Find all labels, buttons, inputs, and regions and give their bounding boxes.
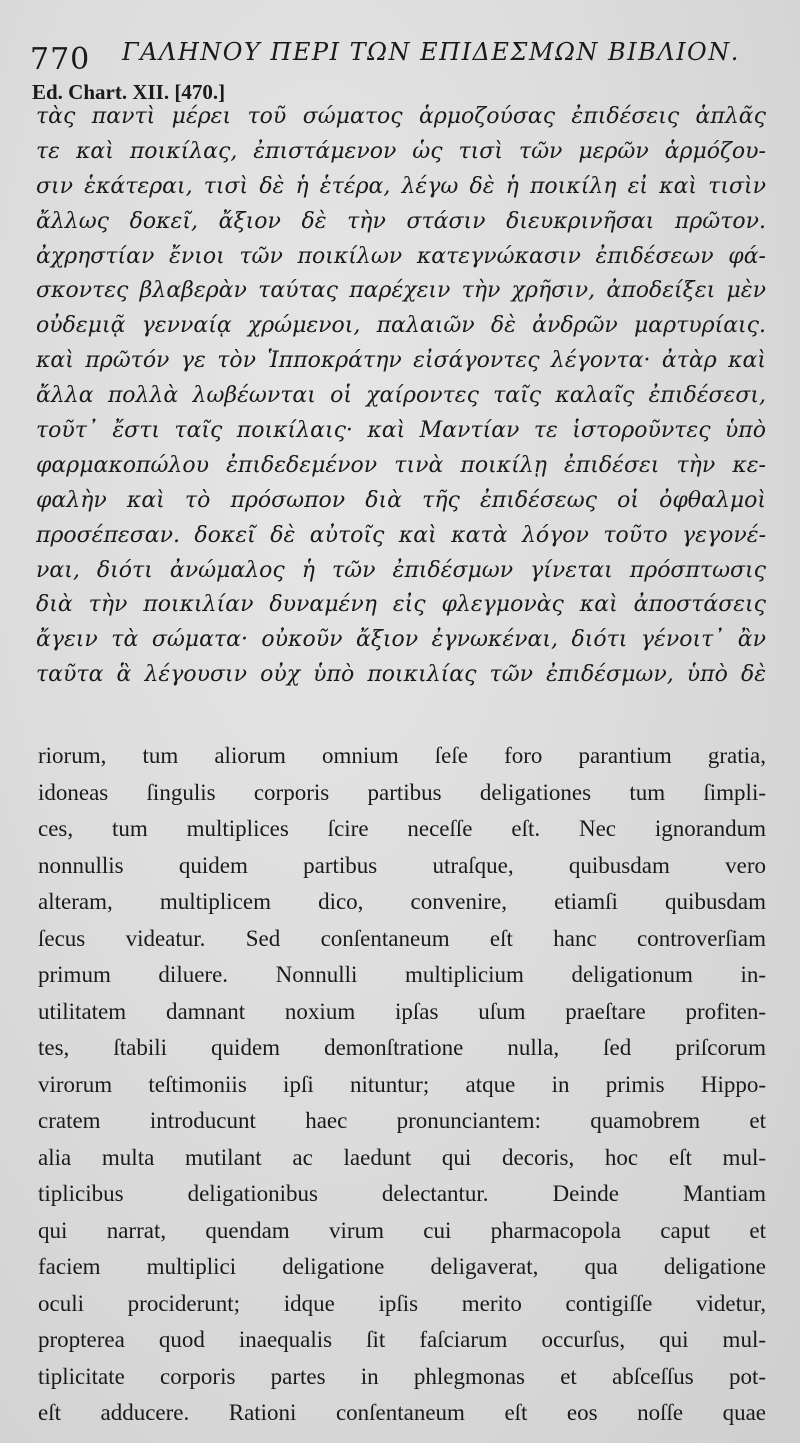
latin-line: primum diluere. Nonnulli multiplicium deligationum in- bbox=[38, 962, 766, 987]
page-number: 770 bbox=[30, 42, 91, 77]
greek-line: ναι, διότι ἀνώμαλος ἡ τῶν ἐπιδέσμων γίνεται πρόσπτωσις bbox=[36, 557, 766, 583]
latin-line: qui narrat, quendam virum cui pharmacopola caput et bbox=[38, 1217, 766, 1243]
latin-line: utilitatem damnant noxium ipſas uſum praeſtare profiten- bbox=[38, 998, 766, 1024]
greek-line: φαλὴν καὶ τὸ πρόσωπον διὰ τῆς ἐπιδέσεως οἱ ὀφθαλμοὶ bbox=[36, 487, 766, 513]
latin-line: virorum teſtimoniis ipſi nituntur; atque in primis Hippo- bbox=[38, 1071, 766, 1097]
latin-line: tiplicitate corporis partes in phlegmonas et abſceſſus pot- bbox=[38, 1363, 766, 1389]
latin-line: alia multa mutilant ac laedunt qui decoris, hoc eſt mul- bbox=[38, 1144, 766, 1170]
greek-line: οὐδεμιᾷ γενναίᾳ χρώμενοι, παλαιῶν δὲ ἀνδρῶν μαρτυρίαις. bbox=[36, 313, 766, 339]
greek-line: ταῦτα ἃ λέγουσιν οὐχ ὑπὸ ποικιλίας τῶν ἐπιδέσμων, ὑπὸ δὲ bbox=[36, 662, 766, 688]
latin-line: tes, ſtabili quidem demonſtratione nulla, ſed priſcorum bbox=[38, 1035, 766, 1060]
greek-line: ἄλλως δοκεῖ, ἄξιον δὲ τὴν στάσιν διευκρινῆσαι πρῶτον. bbox=[36, 208, 766, 234]
greek-line: σιν ἑκάτεραι, τισὶ δὲ ἡ ἑτέρα, λέγω δὲ ἡ ποικίλη εἰ καὶ τισὶν bbox=[36, 173, 766, 199]
latin-text-block bbox=[38, 738, 766, 1432]
greek-line: τε καὶ ποικίλας, ἐπιστάμενον ὡς τισὶ τῶν μερῶν ἁρμόζου- bbox=[36, 138, 766, 164]
latin-line: ſecus videatur. Sed conſentaneum eſt hanc controverſiam bbox=[38, 925, 766, 951]
greek-line: ἀχρηστίαν ἔνιοι τῶν ποικίλων κατεγνώκασιν ἐπιδέσεων φά- bbox=[36, 243, 766, 269]
edition-reference: Ed. Chart. XII. [470.] bbox=[32, 80, 226, 104]
latin-line: alteram, multiplicem dico, convenire, etiamſi quibusdam bbox=[38, 889, 766, 914]
running-title: ΓΑΛΗΝΟΥ ΠΕΡΙ ΤΩΝ ΕΠΙΔΕΣΜΩΝ ΒΙΒΛΙΟΝ. bbox=[122, 38, 740, 66]
latin-line: riorum, tum aliorum omnium ſeſe foro parantium gratia, bbox=[38, 743, 766, 768]
greek-line: καὶ πρῶτόν γε τὸν Ἱπποκράτην εἰσάγοντες λέγοντα· ἀτὰρ καὶ bbox=[36, 348, 766, 374]
greek-line: τοῦτ᾽ ἔστι ταῖς ποικίλαις· καὶ Μαντίαν τε ἱστοροῦντες ὑπὸ bbox=[36, 418, 766, 444]
latin-line: oculi prociderunt; idque ipſis merito contigiſſe videtur, bbox=[38, 1290, 766, 1316]
greek-line: προσέπεσαν. δοκεῖ δὲ αὐτοῖς καὶ κατὰ λόγον τοῦτο γεγονέ- bbox=[36, 522, 766, 548]
latin-line: eſt adducere. Rationi conſentaneum eſt eos noſſe quae bbox=[38, 1400, 766, 1425]
latin-line: nonnullis quidem partibus utraſque, quibusdam vero bbox=[38, 852, 766, 878]
latin-line: cratem introducunt haec pronunciantem: quamobrem et bbox=[38, 1108, 766, 1133]
greek-line: διὰ τὴν ποικιλίαν δυναμένη εἰς φλεγμονὰς καὶ ἀποστάσεις bbox=[36, 592, 766, 618]
greek-line: τὰς παντὶ μέρει τοῦ σώματος ἁρμοζούσας ἐπιδέσεις ἁπλᾶς bbox=[36, 104, 766, 129]
latin-line: faciem multiplici deligatione deligaverat, qua deligatione bbox=[38, 1254, 766, 1279]
greek-line: σκοντες βλαβερὰν ταύτας παρέχειν τὴν χρῆσιν, ἀποδείξει μὲν bbox=[36, 278, 766, 304]
greek-text-block bbox=[36, 100, 766, 693]
greek-line: ἄλλα πολλὰ λωβέωνται οἱ χαίροντες ταῖς καλαῖς ἐπιδέσεσι, bbox=[36, 383, 766, 409]
greek-line: φαρμακοπώλου ἐπιδεδεμένον τινὰ ποικίλῃ ἐπιδέσει τὴν κε- bbox=[36, 452, 766, 478]
latin-line: tiplicibus deligationibus delectantur. Deinde Mantiam bbox=[38, 1181, 766, 1206]
latin-line: ces, tum multiplices ſcire neceſſe eſt. Nec ignorandum bbox=[38, 816, 766, 841]
greek-line: ἄγειν τὰ σώματα· οὐκοῦν ἄξιον ἐγνωκέναι, διότι γένοιτ᾽ ἂν bbox=[36, 627, 766, 653]
page-header bbox=[30, 38, 770, 78]
latin-line: idoneas ſingulis corporis partibus deligationes tum ſimpli- bbox=[38, 779, 766, 805]
latin-line: propterea quod inaequalis ſit faſciarum occurſus, qui mul- bbox=[38, 1327, 766, 1352]
